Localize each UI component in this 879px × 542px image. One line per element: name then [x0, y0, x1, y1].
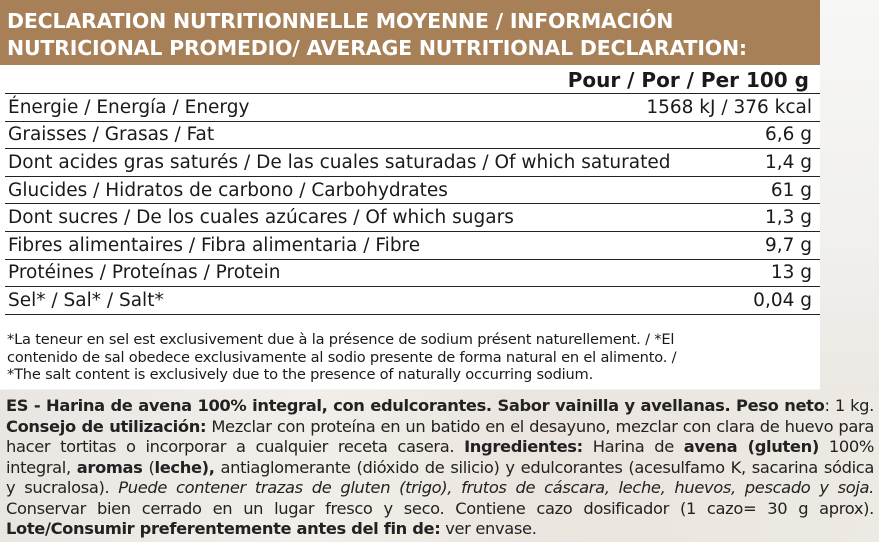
- header-line-2: NUTRICIONAL PROMEDIO/ AVERAGE NUTRITIONAL DECLARATION:: [7, 36, 747, 60]
- es-traces: Puede contener trazas de gluten (trigo), frutos de cáscara, leche, huevos, pescado y soja.: [118, 478, 875, 497]
- es-allergen-oats: avena (gluten): [683, 437, 819, 456]
- es-ingredients-text-1: Harina de: [582, 437, 684, 456]
- es-storage: Conservar bien cerrado en un lugar fresco y seco. Contiene cazo dosificador (1 cazo= 30 g aprox).: [6, 498, 874, 518]
- background-photo-edge: [820, 0, 879, 390]
- salt-footnote: [7, 331, 807, 384]
- es-ingredients-text-2: 100% integral,: [6, 437, 874, 477]
- nutrition-header: [0, 0, 820, 65]
- row-value: 6,6 g: [764, 124, 812, 146]
- footnote-line-2: contenido de sal obedece exclusivamente al sodio presente de forma natural en el alimento. /: [7, 348, 677, 366]
- row-value: 1,3 g: [764, 207, 812, 229]
- row-value: 9,7 g: [764, 234, 812, 256]
- es-title: ES - Harina de avena 100% integral, con edulcorantes. Sabor vainilla y avellanas. Peso neto: [6, 396, 825, 415]
- row-label: Énergie / Energía / Energy: [8, 96, 250, 118]
- row-label: Graisses / Grasas / Fat: [8, 124, 215, 146]
- table-row-fibre: [5, 232, 820, 260]
- per-100g-column-header: Pour / Por / Per 100 g: [567, 68, 809, 92]
- table-row-salt: [5, 287, 820, 315]
- footnote-line-1: *La teneur en sel est exclusivement due à la présence de sodium présent naturellement. / *El: [7, 331, 675, 348]
- es-lot-label: Lote/Consumir preferentemente antes del fin de:: [6, 519, 441, 538]
- es-usage-text: Mezclar con proteína en un batido en el desayuno, mezclar con clara de huevo para hacer tortitas o incorporar a cualquier receta casera.: [6, 416, 874, 456]
- row-label: Sel* / Sal* / Salt*: [8, 289, 164, 311]
- row-value: 1568 kJ / 376 kcal: [646, 96, 812, 118]
- row-label: Dont acides gras saturés / De las cuales saturadas / Of which saturated: [8, 151, 671, 173]
- table-row-energy: [5, 94, 820, 122]
- row-value: 0,04 g: [753, 289, 812, 311]
- es-ingredients-text-3: antiaglomerante (dióxido de silicio) y edulcorantes (acesulfamo K, sacarina sódica y sucralosa).: [6, 457, 874, 497]
- nutrition-table: [5, 93, 820, 315]
- es-aromas: aromas: [76, 457, 143, 477]
- table-row-protein: [5, 260, 820, 288]
- header-line-1: DECLARATION NUTRITIONNELLE MOYENNE / INFORMACIÓN: [7, 9, 674, 33]
- row-label: Glucides / Hidratos de carbono / Carbohydrates: [8, 179, 448, 201]
- table-row-saturated: [5, 149, 820, 177]
- spanish-description: [6, 396, 874, 540]
- table-row-fat: [5, 122, 820, 150]
- es-ingredients-label: Ingredientes:: [464, 437, 583, 456]
- es-lot-text: ver envase.: [440, 519, 537, 538]
- es-weight: : 1 kg.: [824, 396, 874, 415]
- row-label: Fibres alimentaires / Fibra alimentaria / Fibre: [8, 234, 421, 256]
- row-value: 61 g: [770, 179, 812, 201]
- row-label: Dont sucres / De los cuales azúcares / Of which sugars: [8, 207, 514, 229]
- table-row-sugars: [5, 204, 820, 232]
- es-allergen-milk: leche),: [154, 457, 215, 477]
- es-usage-label: Consejo de utilización:: [6, 416, 207, 436]
- row-value: 13 g: [770, 262, 812, 284]
- table-row-carbohydrates: [5, 177, 820, 205]
- es-paren: (: [142, 457, 155, 477]
- footnote-line-3: *The salt content is exclusively due to the presence of naturally occurring sodium.: [7, 366, 594, 383]
- row-value: 1,4 g: [764, 151, 812, 173]
- row-label: Protéines / Proteínas / Protein: [8, 262, 281, 284]
